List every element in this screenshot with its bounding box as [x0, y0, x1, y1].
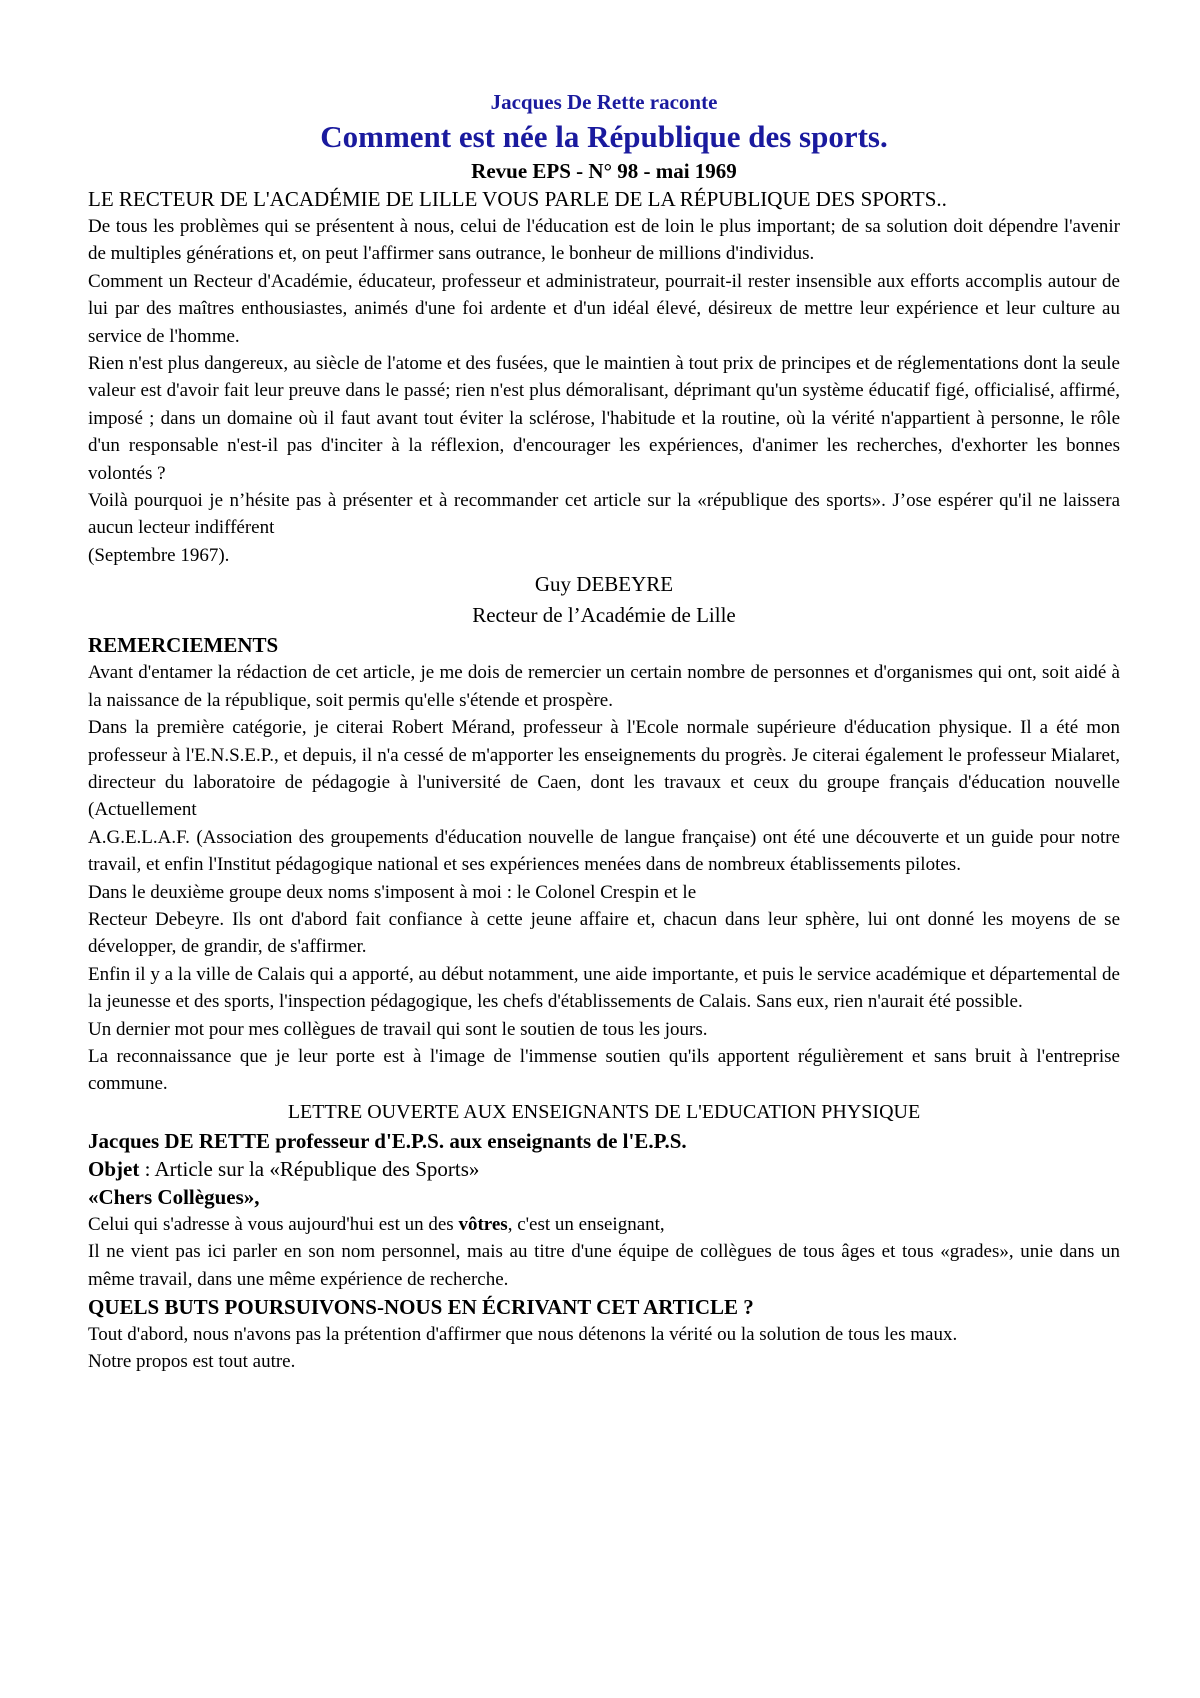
- letter-line-1: [88, 1211, 1120, 1238]
- rector-paragraph-1: De tous les problèmes qui se présentent à nous, celui de l'éducation est de loin le plus important; de sa solution doit dépendre l'avenir de multiples générations et, on peut l'affirmer sans outrance, le bonheur de millions d'individus.: [88, 216, 1120, 265]
- letter-from: Jacques DE RETTE professeur d'E.P.S. aux enseignants de l'E.P.S.: [88, 1128, 687, 1153]
- thanks-paragraph-8: La reconnaissance que je leur porte est à l'image de l'immense soutien qu'ils apportent régulièrement et sans bruit à l'entreprise commune.: [88, 1045, 1120, 1095]
- thanks-paragraph-7: Un dernier mot pour mes collègues de travail qui sont le soutien de tous les jours.: [88, 1018, 708, 1040]
- thanks-paragraph-5: Recteur Debeyre. Ils ont d'abord fait confiance à cette jeune affaire et, chacun dans leur sphère, lui ont donné les moyens de se développer, de grandir, de s'affirmer.: [88, 908, 1120, 958]
- signature-name: Guy DEBEYRE: [534, 572, 674, 597]
- letter-paragraph-2: Il ne vient pas ici parler en son nom personnel, mais au titre d'une équipe de collègues de tous âges et tous «grades», unie dans un même travail, dans une même expérience de recherche.: [88, 1241, 1120, 1290]
- rector-paragraph-2: Comment un Recteur d'Académie, éducateur, professeur et administrateur, pourrait-il rester insensible aux efforts accomplis autour de lui par des maîtres enthousiastes, animés d'une foi ardente et d'un idéal élevé, désireux de mettre leur expérience et leur culture au service de l'homme.: [88, 270, 1120, 347]
- goals-heading: QUELS BUTS POURSUIVONS-NOUS EN ÉCRIVANT CET ARTICLE ?: [88, 1295, 754, 1319]
- thanks-paragraph-2: Dans la première catégorie, je citerai Robert Mérand, professeur à l'Ecole normale supérieure d'éducation physique. Il a été mon professeur à l'E.N.S.E.P., et depuis, il n'a cessé de m'apporter les enseignements du progrès. Je citerai également le professeur Mialaret, directeur du laboratoire de pédagogie à l'université de Caen, dont les travaux et ceux du groupe français d'éducation nouvelle (Actuellement: [88, 717, 1120, 821]
- letter-title: LETTRE OUVERTE AUX ENSEIGNANTS DE L'EDUCATION PHYSIQUE: [287, 1100, 921, 1123]
- thanks-heading: REMERCIEMENTS: [88, 633, 279, 658]
- article-kicker: Jacques De Rette raconte: [490, 90, 718, 114]
- thanks-paragraph-4: Dans le deuxième groupe deux noms s'imposent à moi : le Colonel Crespin et le: [88, 881, 697, 903]
- rector-heading: LE RECTEUR DE L'ACADÉMIE DE LILLE VOUS PARLE DE LA RÉPUBLIQUE DES SPORTS..: [88, 187, 947, 211]
- article-source: Revue EPS - N° 98 - mai 1969: [471, 159, 737, 183]
- document-page: [88, 88, 1120, 1376]
- thanks-paragraph-6: Enfin il y a la ville de Calais qui a apporté, au début notamment, une aide importante, et puis le service académique et départemental de la jeunesse et des sports, l'inspection pédagogique, les chefs d'établissements de Calais. Sans eux, rien n'aurait été possible.: [88, 963, 1120, 1013]
- article-title: Comment est née la République des sports.: [320, 119, 888, 154]
- goals-paragraph-1: Tout d'abord, nous n'avons pas la prétention d'affirmer que nous détenons la vérité ou la solution de tous les maux.: [88, 1324, 958, 1345]
- signature-title: Recteur de l’Académie de Lille: [472, 603, 736, 628]
- letter-salutation: «Chers Collègues»,: [88, 1184, 260, 1209]
- line1-before: Celui qui s'adresse à vous aujourd'hui est un des: [88, 1213, 459, 1235]
- thanks-paragraph-1: Avant d'entamer la rédaction de cet article, je me dois de remercier un certain nombre de personnes et d'organismes qui ont, soit aidé à la naissance de la république, soit permis qu'elle s'étende et prospère.: [88, 662, 1120, 711]
- rector-paragraph-3: Rien n'est plus dangereux, au siècle de l'atome et des fusées, que le maintien à tout prix de principes et de réglementations dont la seule valeur est d'avoir fait leur preuve dans le passé; rien n'est plus démoralisant, déprimant qu'un système éducatif figé, officialisé, affirmé, imposé ; dans un domaine où il faut avant tout éviter la sclérose, l'habitude et la routine, où la vérité n'appartient à personne, le rôle d'un responsable n'est-il pas d'inciter à la réflexion, d'encourager les expériences, d'animer les recherches, d'exhorter les bonnes volontés ?: [88, 353, 1120, 484]
- object-text: : Article sur la «République des Sports»: [139, 1156, 480, 1181]
- line1-bold: vôtres: [458, 1213, 508, 1235]
- thanks-paragraph-3: A.G.E.L.A.F. (Association des groupements d'éducation nouvelle de langue française) ont été une découverte et un guide pour notre travail, et enfin l'Institut pédagogique national et ses expériences menées dans de nombreux établissements pilotes.: [88, 826, 1120, 876]
- object-label: Objet: [88, 1156, 140, 1181]
- letter-object: [88, 1155, 1120, 1183]
- goals-paragraph-2: Notre propos est tout autre.: [88, 1351, 296, 1373]
- rector-paragraph-4: Voilà pourquoi je n’hésite pas à présenter et à recommander cet article sur la «république des sports». J’ose espérer qu'il ne laissera aucun lecteur indifférent: [88, 490, 1120, 539]
- line1-after: , c'est un enseignant,: [507, 1213, 665, 1235]
- rector-paragraph-5: (Septembre 1967).: [88, 544, 230, 566]
